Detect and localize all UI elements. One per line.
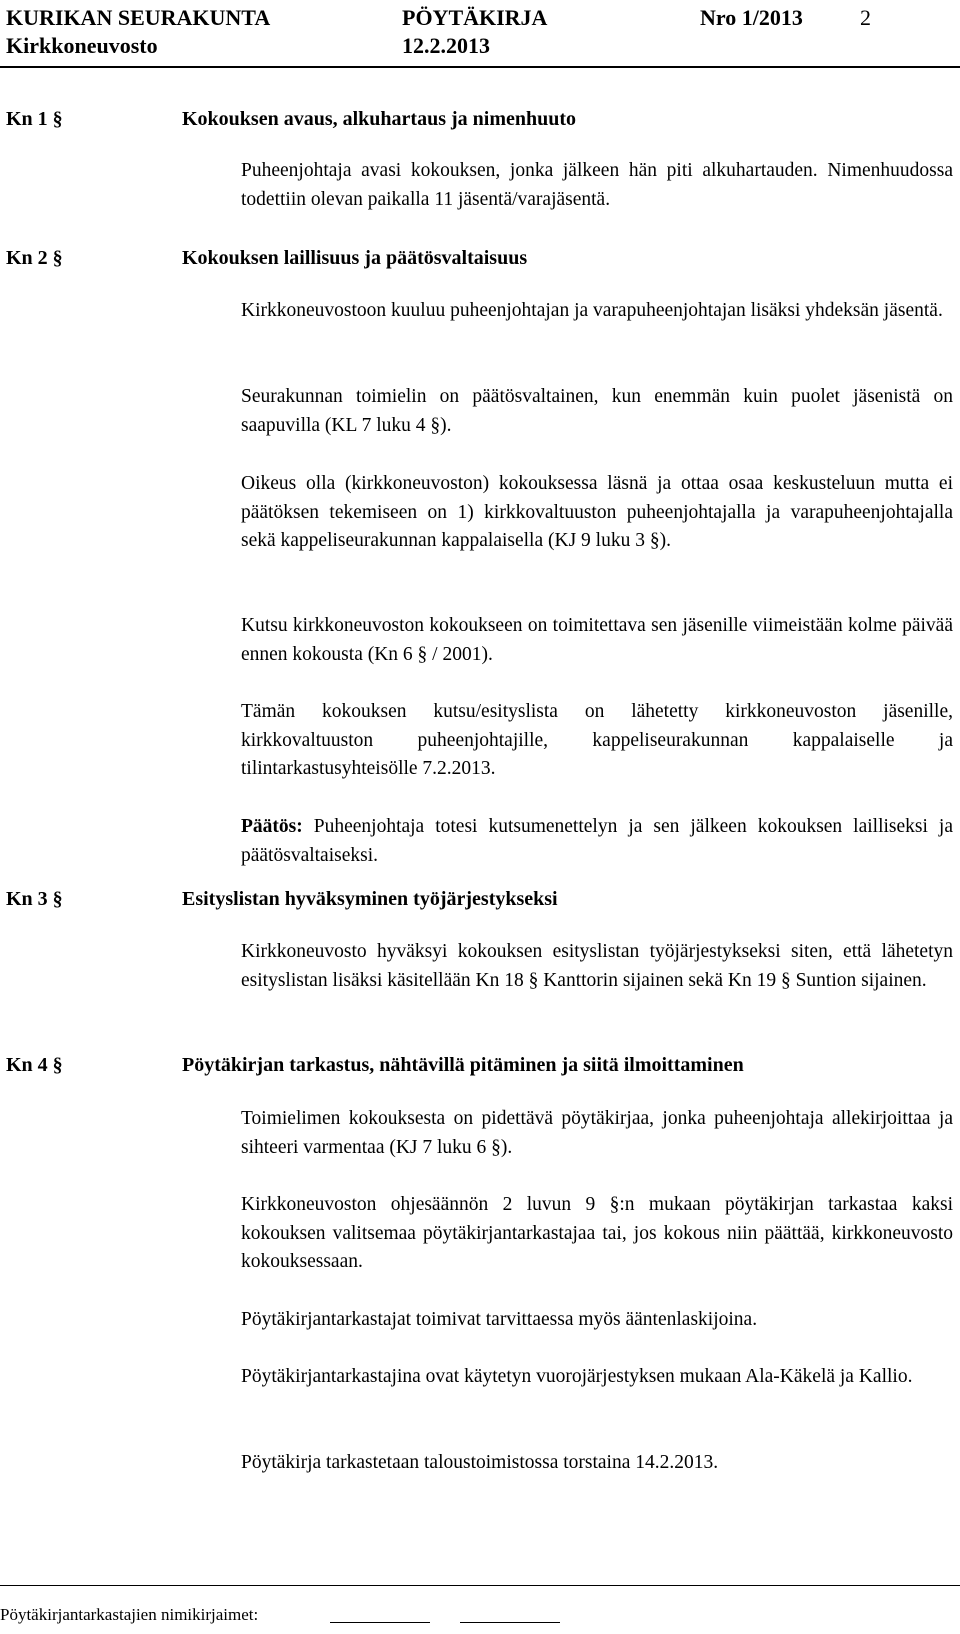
section-kn4-paragraph-2: Kirkkoneuvoston ohjesäännön 2 luvun 9 §:n mukaan pöytäkirjan tarkastaa kaksi kokouksen valitsemaa pöytäkirjantarkastajaa tai, jos kokous niin päättää, kirkkoneuvosto kokouksessaan.: [241, 1194, 953, 1272]
header-page-number: 2: [860, 5, 871, 30]
page-header: [0, 0, 960, 68]
section-kn2-paragraph-2: Seurakunnan toimielin on päätösvaltainen, kun enemmän kuin puolet jäsenistä on saapuvilla (KL 7 luku 4 §).: [241, 386, 953, 436]
section-kn3-title: Esityslistan hyväksyminen työjärjestykseksi: [182, 888, 558, 910]
section-kn1-id: Kn 1 §: [6, 108, 63, 130]
section-kn4-paragraph-1: Toimielimen kokouksesta on pidettävä pöytäkirjaa, jonka puheenjohtaja allekirjoittaa ja sihteeri varmentaa (KJ 7 luku 6 §).: [241, 1108, 953, 1158]
section-kn2-paragraph-1: Kirkkoneuvostoon kuuluu puheenjohtajan ja varapuheenjohtajan lisäksi yhdeksän jäsentä.: [241, 300, 943, 321]
section-kn4-paragraph-5: Pöytäkirja tarkastetaan taloustoimistossa torstaina 14.2.2013.: [241, 1452, 719, 1473]
section-kn1-title: Kokouksen avaus, alkuhartaus ja nimenhuuto: [182, 108, 577, 130]
section-kn2-decision: [241, 813, 953, 870]
footer-rule: [0, 1585, 960, 1586]
decision-text: Puheenjohtaja totesi kutsumenettelyn ja sen jälkeen kokouksen lailliseksi ja päätösvaltaiseksi.: [241, 816, 953, 866]
initials-line-1[interactable]: [330, 1622, 430, 1623]
initials-line-2[interactable]: [460, 1622, 560, 1623]
section-kn1-paragraph-1: Puheenjohtaja avasi kokouksen, jonka jälkeen hän piti alkuhartauden. Nimenhuudossa todettiin olevan paikalla 11 jäsentä/varajäsentä.: [241, 160, 953, 210]
section-kn2-title: Kokouksen laillisuus ja päätösvaltaisuus: [182, 247, 528, 269]
footer-initials-label: Pöytäkirjantarkastajien nimikirjaimet:: [0, 1605, 259, 1624]
header-doc-type: PÖYTÄKIRJA: [402, 5, 548, 30]
header-date: 12.2.2013: [402, 33, 490, 58]
section-kn4-paragraph-3: Pöytäkirjantarkastajat toimivat tarvittaessa myös ääntenlaskijoina.: [241, 1309, 758, 1330]
section-kn2-paragraph-3: Oikeus olla (kirkkoneuvoston) kokouksessa läsnä ja ottaa osaa keskusteluun mutta ei päätöksen tekemiseen on 1) kirkkovaltuuston puheenjohtajalla ja varapuheenjohtajalla sekä kappeliseurakunnan kappalaisella (KJ 9 luku 3 §).: [241, 473, 953, 551]
section-kn2-id: Kn 2 §: [6, 247, 63, 269]
section-kn4-title: Pöytäkirjan tarkastus, nähtävillä pitäminen ja siitä ilmoittaminen: [182, 1054, 744, 1076]
section-kn4-paragraph-4: Pöytäkirjantarkastajina ovat käytetyn vuorojärjestyksen mukaan Ala-Käkelä ja Kallio.: [241, 1366, 913, 1387]
section-kn2-paragraph-5: Tämän kokouksen kutsu/esityslista on lähetetty kirkkoneuvoston jäsenille, kirkkovaltuuston puheenjohtajille, kappeliseurakunnan kappalaiselle ja tilintarkastusyhteisölle 7.2.2013.: [241, 701, 953, 779]
header-org: KURIKAN SEURAKUNTA: [6, 5, 271, 30]
section-kn4-id: Kn 4 §: [6, 1054, 63, 1076]
header-rule: [0, 66, 960, 68]
header-body: Kirkkoneuvosto: [6, 33, 158, 58]
header-number: Nro 1/2013: [700, 5, 803, 30]
section-kn3-id: Kn 3 §: [6, 888, 63, 910]
section-kn2-paragraph-4: Kutsu kirkkoneuvoston kokoukseen on toimitettava sen jäsenille viimeistään kolme päivää ennen kokousta (Kn 6 § / 2001).: [241, 615, 953, 665]
section-kn3-paragraph-1: Kirkkoneuvosto hyväksyi kokouksen esityslistan työjärjestykseksi siten, että lähetetyn esityslistan lisäksi käsitellään Kn 18 § Kanttorin sijainen sekä Kn 19 § Suntion sijainen.: [241, 941, 953, 991]
decision-label: Päätös:: [241, 816, 303, 837]
